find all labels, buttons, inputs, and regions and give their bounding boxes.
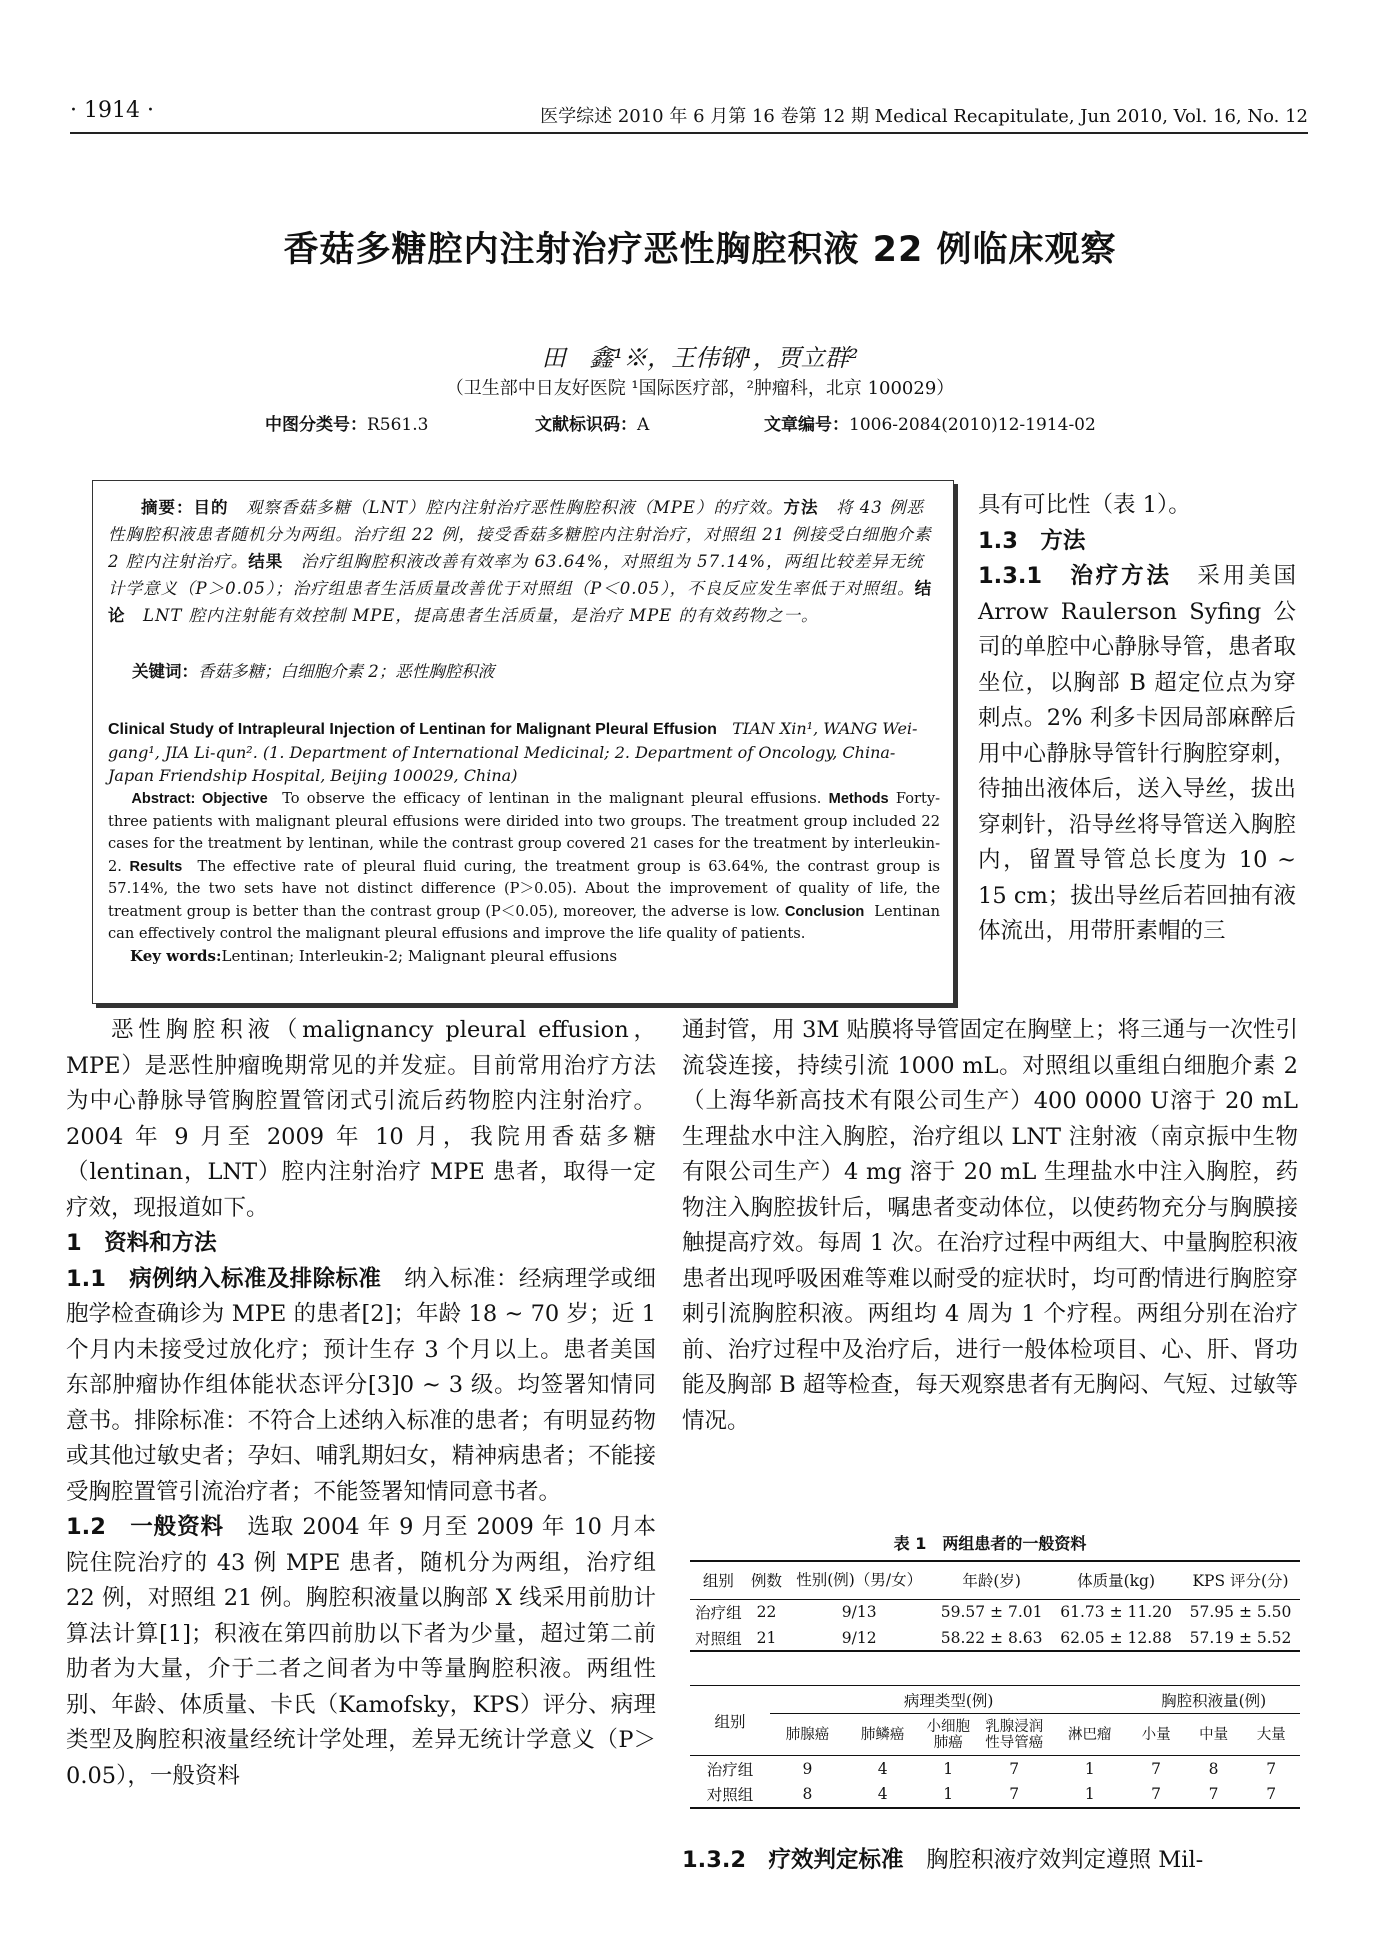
table-1-pathology: 组别 病理类型(例) 胸腔积液量(例) 肺腺癌 肺鳞癌 小细胞肺癌 乳腺浸润性导管癌 淋巴瘤 小量 中量 大量 治疗组 9 4 1 7 1 7 8 7 对照组 8 4 1 7 1 7 7 7 bbox=[690, 1685, 1300, 1809]
right-column-top: 具有可比性（表 1）。 1.3 方法 1.3.1 治疗方法 采用美国 Arrow Raulerson Syfing 公司的单腔中心静脉导管，患者取坐位，以胸部 B 超定位点为穿刺点。2% 利多卡因局部麻醉后用中心静脉导管针行胸腔穿刺，待抽出液体后，送入导丝，拔出穿刺针，沿导丝将导管送入胸腔内，留置导管总长度为 10 ~ 15 cm；拔出导丝后若回抽有液体流出，用带肝素帽的三 bbox=[978, 492, 1296, 944]
intro-paragraph: 恶性胸腔积液（malignancy pleural effusion，MPE）是恶性肿瘤晚期常见的并发症。目前常用治疗方法为中心静脉导管胸腔置管闭式引流后药物腔内注射治疗。2004 年 9 月至 2009 年 10 月，我院用香菇多糖（lentinan，LNT）腔内注射治疗 MPE 患者，取得一定疗效，现报道如下。 bbox=[66, 1017, 656, 1221]
abstract-en-header: Clinical Study of Intrapleural Injection of Lentinan for Malignant Pleural Effusion TIAN Xin¹, WANG Wei-gang¹, JIA Li-qun². (1. Department of International Medicinal; 2. Department of Oncology, China-Japan Friendship Hospital, Beijing 100029, China) bbox=[108, 719, 918, 785]
abstract-box-shadow bbox=[96, 1004, 958, 1008]
section-1-2: 1.2 一般资料 选取 2004 年 9 月至 2009 年 10 月本院住院治疗的 43 例 MPE 患者，随机分为两组，治疗组 22 例，对照组 21 例。胸腔积液量以胸部 X 线采用前肋计算法计算[1]；积液在第四前肋以下者为少量，超过第二前肋者为大量，介于二者之间者为中等量胸腔积液。两组性别、年龄、体质量、卡氏（Kamofsky，KPS）评分、病理类型及胸腔积液量经统计学处理，差异无统计学意义（P＞0.05），一般资料 bbox=[66, 1514, 656, 1789]
table-row: 对照组 8 4 1 7 1 7 7 7 bbox=[690, 1782, 1300, 1808]
section-heading: 1 资料和方法 bbox=[66, 1230, 217, 1256]
table-caption: 表 1 两组患者的一般资料 bbox=[893, 1534, 1087, 1553]
keywords-en: Key words:Lentinan; Interleukin-2; Malignant pleural effusions bbox=[130, 947, 618, 965]
table-row: 对照组 21 9/12 58.22 ± 8.63 62.05 ± 12.88 57.19 ± 5.52 bbox=[690, 1625, 1300, 1651]
clc-number: 中图分类号：R561.3 bbox=[265, 415, 429, 435]
table-1-demographics: 组别 例数 性别(例)（男/女） 年龄(岁) 体质量(kg) KPS 评分(分) 治疗组 22 9/13 59.57 ± 7.01 61.73 ± 11.20 57.95 ± 5.50 对照组 21 9/12 58.22 ± 8.63 62.05 ± 12.88 57.19 ± 5.52 bbox=[690, 1560, 1300, 1652]
abstract-cn: 摘要：目的 观察香菇多糖（LNT）腔内注射治疗恶性胸腔积液（MPE）的疗效。方法 将 43 例恶性胸腔积液患者随机分为两组。治疗组 22 例，接受香菇多糖腔内注射治疗，对照组 21 例接受白细胞介素 2 腔内注射治疗。结果 治疗组胸腔积液改善有效率为 63.64%，对照组为 57.14%，两组比较差异无统计学意义（P＞0.05）；治疗组患者生活质量改善优于对照组（P＜0.05），不良反应发生率低于对照组。结论 LNT 腔内注射能有效控制 MPE，提高患者生活质量，是治疗 MPE 的有效药物之一。 bbox=[108, 498, 933, 625]
article-title: 香菇多糖腔内注射治疗恶性胸腔积液 22 例临床观察 bbox=[283, 230, 1117, 270]
article-number: 文章编号：1006-2084(2010)12-1914-02 bbox=[764, 415, 1096, 435]
header-rule bbox=[70, 132, 1308, 134]
abstract-box-shadow bbox=[954, 484, 958, 1008]
page-number: · 1914 · bbox=[70, 98, 154, 123]
authors: 田 鑫¹※，王伟钢¹，贾立群² bbox=[541, 344, 859, 372]
abstract-en: Abstract: Objective To observe the efficacy of lentinan in the malignant pleural effusions. Methods Forty-three patients with malignant pleural effusions were dirided into two groups. The treatment group included 22 cases for the treatment by lentinan, while the contrast group covered 21 cases for the treatment by interleukin-2. Results The effective rate of pleural fluid curing, the treatment group is 63.64%, the contrast group is 57.14%, the two sets have not distinct difference (P＞0.05). About the improvement of quality of life, the treatment group is better than the contrast group (P＜0.05), moreover, the adverse is low. Conclusion Lentinan can effectively control the malignant pleural effusions and improve the life quality of patients. bbox=[108, 790, 941, 942]
section-1-1: 1.1 病例纳入标准及排除标准 纳入标准：经病理学或细胞学检查确诊为 MPE 的患者[2]；年龄 18 ~ 70 岁；近 1 个月内未接受过放化疗；预计生存 3 个月以上。患者美国东部肿瘤协作组体能状态评分[3]0 ~ 3 级。均签署知情同意书。排除标准：不符合上述纳入标准的患者；有明显药物或其他过敏史者；孕妇、哺乳期妇女，精神病患者；不能接受胸腔置管引流治疗者；不能签署知情同意书者。 bbox=[66, 1265, 656, 1505]
keywords-cn: 关键词：香菇多糖；白细胞介素 2；恶性胸腔积液 bbox=[132, 662, 495, 681]
table-row: 治疗组 9 4 1 7 1 7 8 7 bbox=[706, 1759, 1277, 1779]
table-row: 治疗组 22 9/13 59.57 ± 7.01 61.73 ± 11.20 57.95 ± 5.50 bbox=[695, 1603, 1292, 1623]
section-1-3-2: 1.3.2 疗效判定标准 胸腔积液疗效判定遵照 Mil- bbox=[682, 1847, 1204, 1873]
right-column: 通封管，用 3M 贴膜将导管固定在胸壁上；将三通与一次性引流袋连接，持续引流 1000 mL。对照组以重组白细胞介素 2（上海华新高技术有限公司生产）400 0000 U溶于 20 mL 生理盐水中注入胸腔，治疗组以 LNT 注射液（南京振中生物有限公司生产）4 mg 溶于 20 mL 生理盐水中注入胸腔，药物注入胸腔拔针后，嘱患者变动体位，以使药物充分与胸膜接触提高疗效。每周 1 次。在治疗过程中两组大、中量胸腔积液患者出现呼吸困难等难以耐受的症状时，均可酌情进行胸腔穿刺引流胸腔积液。两组均 4 周为 1 个疗程。两组分别在治疗前、治疗过程中及治疗后，进行一般体检项目、心、肝、肾功能及胸部 B 超等检查，每天观察患者有无胸闷、气短、过敏等情况。 bbox=[682, 1017, 1298, 1434]
left-column bbox=[66, 1013, 656, 1794]
document-code: 文献标识码：A bbox=[535, 415, 650, 435]
journal-header: 医学综述 2010 年 6 月第 16 卷第 12 期 Medical Recapitulate, Jun 2010, Vol. 16, No. 12 bbox=[540, 106, 1308, 127]
affiliation: （卫生部中日友好医院 ¹国际医疗部，²肿瘤科，北京 100029） bbox=[445, 378, 955, 399]
